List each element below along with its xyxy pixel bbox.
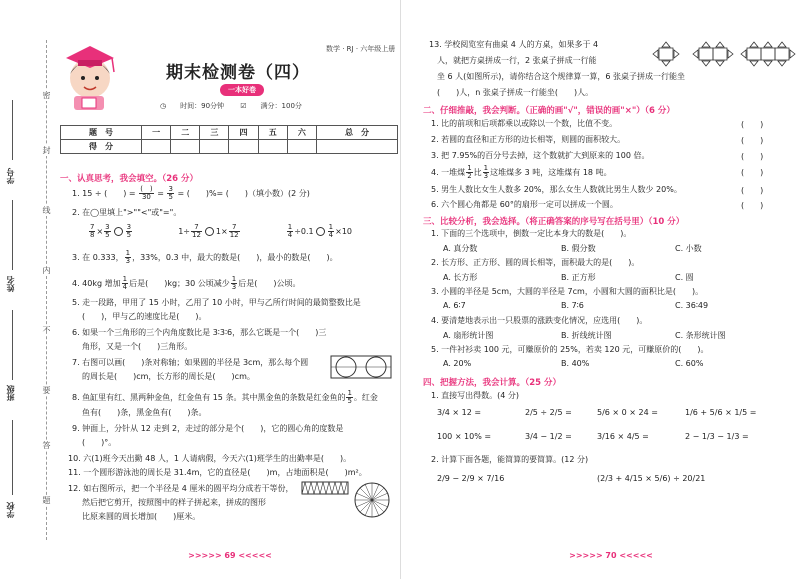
- question-5b: ( )，甲与乙的速度比是( )。: [82, 312, 207, 321]
- choice-1-option-a[interactable]: A. 真分数: [443, 244, 478, 253]
- question-13b: 人，就把方桌拼成一行，2 张桌子拼成一行能: [437, 56, 597, 65]
- judge-answer-box[interactable]: ( ): [741, 201, 764, 210]
- cut-char: 要: [42, 386, 51, 395]
- score-header-cell: 二: [171, 126, 200, 140]
- score-header-cell: 五: [258, 126, 287, 140]
- class-label: 班级: [6, 385, 15, 401]
- score-row-label: 得 分: [61, 140, 142, 154]
- choice-2: 2. 长方形、正方形、圆的周长相等，面积最大的是( )。: [431, 258, 640, 267]
- score-header-cell: 一: [142, 126, 171, 140]
- question-7a: 7. 右图可以画( )条对称轴；如果圆的半径是 3cm，那么每个圆: [72, 358, 309, 367]
- calc-1-item[interactable]: 100 × 10% =: [437, 432, 492, 441]
- question-7b: 的周长是( )cm，长方形的周长是( )cm。: [82, 372, 255, 381]
- choice-1: 1. 下面的三个选项中，倒数一定比本身大的数是( )。: [431, 229, 632, 238]
- score-cell[interactable]: [142, 140, 171, 154]
- score-header-cell: 六: [287, 126, 316, 140]
- fraction: $\frac{3}{5}$: [168, 185, 173, 201]
- question-12a: 12. 如右图所示，把一个半径是 4 厘米的圆平均分成若干等份，: [68, 484, 294, 493]
- question-5a: 5. 走一段路，甲用了 15 小时，乙用了 10 小时，甲与乙所行时间的最简整数比是: [72, 298, 361, 307]
- question-13d: ( )人，n 张桌子拼成一行能坐( )人。: [437, 88, 594, 97]
- question-12b: 然后把它剪开，按照图中的样子拼起来，拼成的图形: [82, 498, 266, 507]
- calc-1-item[interactable]: 2 − 1/3 − 1/3 =: [685, 432, 749, 441]
- question-3: 3. 在 0.333， $\frac{1}{3}$ ，33%，0.3 中，最大的数是( )，最小的数是( )。: [72, 249, 338, 265]
- section-2-heading: 二、仔细推敲，我会判断。（正确的画"√"，错误的画"×"）（6 分）: [423, 106, 675, 116]
- score-table: [60, 125, 398, 154]
- brand-badge: 一本好卷: [220, 84, 264, 96]
- choice-5: 5. 一件衬衫卖 100 元，可赚原价的 25%，若卖 120 元，可赚原价的( )。: [431, 345, 709, 354]
- section-4-heading: 四、把握方法，我会计算。（25 分）: [423, 378, 562, 388]
- score-header-cell: 题 号: [61, 126, 142, 140]
- section-1-heading: 一、认真思考，我会填空。（26 分）: [60, 174, 199, 184]
- clock-icon: ◷: [160, 102, 167, 110]
- calc-1-item[interactable]: 3/4 × 12 =: [437, 408, 482, 417]
- score-cell[interactable]: [287, 140, 316, 154]
- compare-circle[interactable]: [114, 227, 123, 236]
- calc-1-heading: 1. 直接写出得数。(4 分): [431, 391, 520, 400]
- tables-pattern-figure: [647, 40, 797, 70]
- choice-5-option-a[interactable]: A. 20%: [443, 359, 472, 368]
- score-header-cell: 四: [229, 126, 258, 140]
- question-13c: 坐 6 人(如图所示)，请你结合这个规律算一算，6 张桌子拼成一行能坐: [437, 72, 686, 81]
- school-label: 学校: [6, 502, 15, 518]
- judge-6: 6. 六个圆心角都是 60°的扇形一定可以拼成一个圆。: [431, 200, 618, 209]
- page-number-70: >>>>> 70 <<<<<: [569, 551, 653, 560]
- calc-1-item[interactable]: 1/6 + 5/6 × 1/5 =: [685, 408, 757, 417]
- cut-char: 答: [42, 441, 51, 450]
- binding-strip: [0, 0, 60, 579]
- fraction: $\frac{( )}{30}$: [140, 185, 153, 201]
- cut-char: 题: [42, 496, 51, 505]
- score-value-row: [61, 140, 398, 154]
- choice-4-option-c[interactable]: C. 条形统计图: [675, 331, 726, 340]
- score-cell[interactable]: [171, 140, 200, 154]
- judge-1: 1. 比的前项和后项都乘以或除以一个数，比值不变。: [431, 119, 618, 128]
- question-13a: 13. 学校阅览室有曲桌 4 人的方桌，如果多于 4: [429, 40, 599, 49]
- right-page: [400, 0, 800, 579]
- judge-answer-box[interactable]: ( ): [741, 168, 764, 177]
- question-9a: 9. 钟面上，分针从 12 走到 2，走过的部分是个( )，它的圆心角的度数是: [72, 424, 344, 433]
- question-2: 2. 在◯里填上">""<"或"="。: [72, 208, 182, 217]
- choice-5-option-c[interactable]: C. 60%: [675, 359, 704, 368]
- choice-4: 4. 要清楚地表示出一只股票的涨跌变化情况，应选用( )。: [431, 316, 648, 325]
- choice-2-option-a[interactable]: A. 长方形: [443, 273, 478, 282]
- question-4: 4. 40kg 增加 $\frac{1}{4}$ 后是( )kg；30 公顷减少 $\frac{1}{3}$ 后是( )公顷。: [72, 275, 301, 291]
- question-10: 10. 六(1)班今天出勤 48 人，1 人请病假，今天六(1)班学生的出勤率是( )。: [68, 454, 352, 463]
- cut-char: 线: [42, 206, 51, 215]
- question-9b: ( )°。: [82, 438, 117, 447]
- judge-answer-box[interactable]: ( ): [741, 120, 764, 129]
- mascot-illustration: [60, 40, 118, 112]
- page-title: 期末检测卷（四）: [166, 63, 310, 83]
- cut-char: 封: [42, 146, 51, 155]
- choice-5-option-b[interactable]: B. 40%: [561, 359, 590, 368]
- calc-2-item-b[interactable]: (2/3 + 4/15 × 5/6) ÷ 20/21: [597, 474, 706, 483]
- calc-2-heading: 2. 计算下面各题，能简算的要简算。(12 分): [431, 455, 589, 464]
- calc-1-item[interactable]: 3/4 − 1/2 =: [525, 432, 572, 441]
- score-cell[interactable]: [316, 140, 397, 154]
- cut-char: 内: [42, 266, 51, 275]
- choice-3-option-a[interactable]: A. 6∶7: [443, 301, 466, 310]
- score-header-cell: 总 分: [316, 126, 397, 140]
- exam-score: 满分：100分: [260, 102, 302, 110]
- student-id-line[interactable]: [12, 100, 13, 160]
- question-1: 1. 15 ÷ ( ) = $\frac{( )}{30}$ = $\frac{3}{5}$ = ( )%= ( )（填小数）(2 分): [72, 185, 310, 201]
- calc-1-item[interactable]: 5/6 × 0 × 24 =: [597, 408, 658, 417]
- choice-4-option-a[interactable]: A. 扇形统计图: [443, 331, 494, 340]
- name-line[interactable]: [12, 200, 13, 270]
- judge-3: 3. 把 7.95%的百分号去掉，这个数就扩大到原来的 100 倍。: [431, 151, 650, 160]
- judge-answer-box[interactable]: ( ): [741, 152, 764, 161]
- choice-1-option-c[interactable]: C. 小数: [675, 244, 702, 253]
- choice-3-option-b[interactable]: B. 7∶6: [561, 301, 584, 310]
- sector-strip: [302, 482, 348, 494]
- exam-time: 时间：90分钟: [180, 102, 225, 110]
- check-icon: ☑: [240, 102, 247, 110]
- choice-2-option-c[interactable]: C. 圆: [675, 273, 694, 282]
- student-id-label: 学号: [6, 168, 15, 184]
- choice-4-option-b[interactable]: B. 折线统计图: [561, 331, 612, 340]
- question-6b: 角形，又是一个( )三角形。: [82, 342, 193, 351]
- cut-char: 密: [42, 91, 51, 100]
- class-line[interactable]: [12, 310, 13, 380]
- score-cell[interactable]: [258, 140, 287, 154]
- calc-2-item-a[interactable]: 2/9 − 2/9 × 7/16: [437, 474, 505, 483]
- judge-4: 4. 一堆煤 $\frac{1}{2}$ 比 $\frac{1}{3}$ 这堆煤多 3 吨，这堆煤有 18 吨。: [431, 164, 612, 180]
- choice-3-option-c[interactable]: C. 36∶49: [675, 301, 709, 310]
- question-8a: 8. 鱼缸里有红、黑两种金鱼，红金鱼有 15 条。其中黑金鱼的条数是红金鱼的 $\frac{1}{5}$ 。红金: [72, 389, 378, 405]
- calc-1-item[interactable]: 2/5 ÷ 2/5 =: [525, 408, 572, 417]
- compare-circle[interactable]: [205, 227, 214, 236]
- choice-2-option-b[interactable]: B. 正方形: [561, 273, 596, 282]
- page-number-69: >>>>> 69 <<<<<: [188, 551, 272, 560]
- cut-line: [46, 40, 47, 540]
- judge-2: 2. 若圆的直径和正方形的边长相等，则圆的面积较大。: [431, 135, 626, 144]
- two-circles-figure: [330, 355, 392, 379]
- choice-3: 3. 小圆的半径是 5cm，大圆的半径是 7cm，小圆和大圆的面积比是( )。: [431, 287, 704, 296]
- judge-answer-box[interactable]: ( ): [741, 186, 764, 195]
- section-3-heading: 三、比较分析，我会选择。（将正确答案的序号写在括号里）（10 分）: [423, 217, 685, 227]
- question-2-items: $\frac{7}{8}$ × $\frac{3}{5}$ $\frac{3}{5}$ 1÷ $\frac{7}{12}$ 1× $\frac{7}{12}$ $\frac{1}{4}$ ÷0.1 $\frac{1}{4}$ ×10: [90, 223, 352, 239]
- circle-cut-figure: [300, 480, 396, 520]
- choice-1-option-b[interactable]: B. 假分数: [561, 244, 596, 253]
- score-cell[interactable]: [229, 140, 258, 154]
- score-cell[interactable]: [200, 140, 229, 154]
- question-8b: 鱼有( )条，黑金鱼有( )条。: [82, 408, 207, 417]
- question-6a: 6. 如果一个三角形的三个内角度数比是 3∶3∶6，那么它既是一个( )三: [72, 328, 327, 337]
- judge-5: 5. 男生人数比女生人数多 20%，那么女生人数就比男生人数少 20%。: [431, 185, 682, 194]
- calc-1-item[interactable]: 3/16 × 4/5 =: [597, 432, 649, 441]
- question-12c: 比原来圆的周长增加( )厘米。: [82, 512, 201, 521]
- score-header-cell: 三: [200, 126, 229, 140]
- exam-meta: [160, 101, 316, 111]
- score-header-row: [61, 126, 398, 140]
- cut-char: 不: [42, 326, 51, 335]
- name-label: 姓名: [6, 276, 15, 292]
- judge-answer-box[interactable]: ( ): [741, 136, 764, 145]
- school-line[interactable]: [12, 420, 13, 495]
- question-11: 11. 一个圆形游泳池的周长是 31.4m，它的直径是( )m，占地面积是( )m²。: [68, 468, 367, 477]
- series-label: 数学 · RJ · 六年级上册: [326, 45, 396, 53]
- compare-circle[interactable]: [316, 227, 325, 236]
